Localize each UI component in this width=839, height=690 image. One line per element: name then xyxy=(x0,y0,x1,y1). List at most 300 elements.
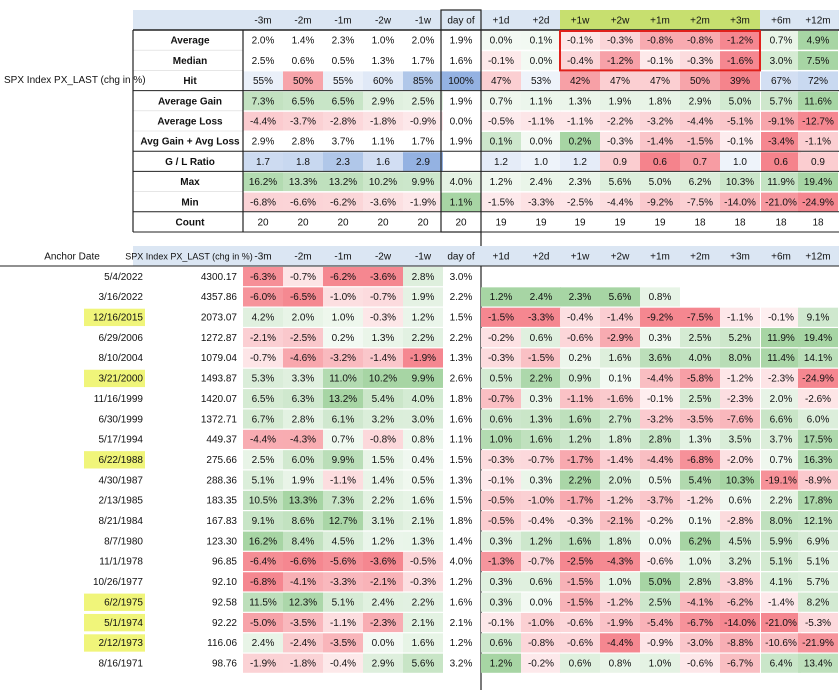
detail-cell: -21.0% xyxy=(765,617,797,629)
detail-cell: 1.3% xyxy=(449,475,473,487)
detail-cell: 3.1% xyxy=(371,516,395,528)
detail-col-header: +6m xyxy=(771,251,791,263)
anchor-date-header: Anchor Date xyxy=(44,251,100,263)
anchor-date: 6/30/1999 xyxy=(98,414,143,426)
anchor-date: 4/30/1987 xyxy=(98,475,143,487)
detail-cell: -0.7% xyxy=(527,454,555,466)
detail-cell: -1.0% xyxy=(527,617,555,629)
summary-cell: 2.3 xyxy=(336,156,350,168)
detail-cell: -24.9% xyxy=(802,373,834,385)
detail-cell: 2.2% xyxy=(449,292,473,304)
detail-cell: 1.3% xyxy=(449,353,473,365)
summary-cell: 1.7% xyxy=(411,55,435,67)
detail-cell: 2.0% xyxy=(608,475,632,487)
anchor-price: 92.58 xyxy=(211,597,237,609)
detail-cell: 0.4% xyxy=(411,454,435,466)
summary-stat-label: Average Loss xyxy=(157,116,223,128)
detail-cell: 6.9% xyxy=(806,536,830,548)
summary-cell: 1.8% xyxy=(648,96,672,108)
summary-cell: 6.2% xyxy=(688,177,712,189)
summary-cell: 2.9% xyxy=(371,96,395,108)
detail-cell: 1.0% xyxy=(331,312,355,324)
detail-cell: -0.7% xyxy=(487,393,515,405)
summary-cell: 1.1% xyxy=(449,197,473,209)
summary-cell: 10.2% xyxy=(368,177,398,189)
detail-cell: 11.4% xyxy=(767,353,795,365)
detail-cell: -5.4% xyxy=(646,617,674,629)
detail-cell: -6.3% xyxy=(249,271,277,283)
summary-col-header: -1m xyxy=(334,15,352,27)
detail-cell: 13.3% xyxy=(288,495,318,507)
detail-cell: 8.0% xyxy=(769,516,793,528)
summary-cell: -1.4% xyxy=(646,136,674,148)
summary-cell: 6.5% xyxy=(331,96,355,108)
detail-cell: -0.2% xyxy=(527,658,555,670)
detail-cell: 1.2% xyxy=(449,577,473,589)
detail-cell: 2.8% xyxy=(648,434,672,446)
detail-cell: -6.7% xyxy=(726,658,754,670)
summary-cell: 0.6% xyxy=(291,55,315,67)
detail-cell: 4.0% xyxy=(449,556,473,568)
summary-cell: 19 xyxy=(574,217,586,229)
detail-cell: 1.8% xyxy=(608,434,632,446)
detail-cell: 4.0% xyxy=(688,353,712,365)
detail-cell: -0.7% xyxy=(527,556,555,568)
summary-col-header: -2w xyxy=(374,15,392,27)
detail-cell: 1.6% xyxy=(608,353,632,365)
summary-cell: 0.6 xyxy=(653,156,667,168)
detail-cell: 9.1% xyxy=(251,516,275,528)
detail-cell: 2.2% xyxy=(449,332,473,344)
detail-cell: -1.5% xyxy=(566,597,594,609)
summary-cell: 0.7 xyxy=(693,156,707,168)
detail-cell: 6.7% xyxy=(251,414,275,426)
summary-cell: -0.9% xyxy=(409,116,437,128)
detail-col-header: -3m xyxy=(254,251,272,263)
detail-cell: 2.4% xyxy=(251,638,275,650)
summary-cell: 1.0 xyxy=(733,156,747,168)
summary-cell: 19 xyxy=(614,217,626,229)
detail-cell: -1.1% xyxy=(726,312,754,324)
detail-cell: 5.4% xyxy=(688,475,712,487)
detail-cell: 0.3% xyxy=(648,332,672,344)
detail-cell: 4.0% xyxy=(411,393,435,405)
detail-cell: 2.4% xyxy=(371,597,395,609)
summary-cell: 1.2 xyxy=(573,156,587,168)
detail-cell: -0.3% xyxy=(409,577,437,589)
detail-cell: 2.2% xyxy=(371,495,395,507)
detail-cell: -0.6% xyxy=(566,617,594,629)
detail-cell: 1.0% xyxy=(648,658,672,670)
summary-cell: 100% xyxy=(448,76,474,88)
detail-cell: -0.1% xyxy=(767,312,795,324)
detail-col-header: +2w xyxy=(610,251,630,263)
summary-cell: -6.8% xyxy=(249,197,277,209)
detail-cell: -6.0% xyxy=(249,292,277,304)
detail-cell: 17.8% xyxy=(803,495,833,507)
anchor-price: 1420.07 xyxy=(200,393,237,405)
detail-cell: 3.7% xyxy=(769,434,793,446)
summary-cell: -3.3% xyxy=(527,197,555,209)
detail-cell: -0.1% xyxy=(646,393,674,405)
summary-cell: -0.5% xyxy=(487,116,515,128)
summary-stat-label: Median xyxy=(172,55,208,67)
summary-cell: 2.3% xyxy=(331,35,355,47)
detail-cell: -2.0% xyxy=(726,454,754,466)
summary-cell: -3.2% xyxy=(646,116,674,128)
detail-cell: -8.8% xyxy=(726,638,754,650)
summary-cell: 2.8% xyxy=(291,136,315,148)
detail-cell: -1.0% xyxy=(527,495,555,507)
summary-cell: -1.6% xyxy=(726,55,754,67)
summary-cell: 39% xyxy=(729,76,751,88)
summary-col-header: +2w xyxy=(610,15,630,27)
detail-cell: 13.4% xyxy=(803,658,833,670)
detail-cell: -2.3% xyxy=(726,393,754,405)
summary-cell: 1.4% xyxy=(291,35,315,47)
detail-col-header: +1d xyxy=(492,251,510,263)
detail-cell: 3.6% xyxy=(648,353,672,365)
detail-cell: 0.6% xyxy=(489,638,513,650)
summary-cell: 0.9 xyxy=(811,156,825,168)
detail-cell: 11.0% xyxy=(329,373,357,385)
summary-cell: 1.8 xyxy=(296,156,310,168)
detail-cell: 1.6% xyxy=(449,597,473,609)
detail-cell: 1.5% xyxy=(449,495,473,507)
detail-cell: 9.9% xyxy=(411,373,435,385)
summary-cell: 72% xyxy=(807,76,829,88)
detail-cell: -1.4% xyxy=(606,312,634,324)
detail-cell: -0.3% xyxy=(487,353,515,365)
detail-cell: 2.2% xyxy=(769,495,793,507)
summary-cell: 19.4% xyxy=(803,177,833,189)
detail-cell: -0.6% xyxy=(646,556,674,568)
summary-cell: 47% xyxy=(649,76,671,88)
detail-cell: 0.2% xyxy=(568,353,592,365)
detail-col-header: day of xyxy=(447,251,475,263)
detail-cell: -5.6% xyxy=(329,556,357,568)
detail-cell: -6.6% xyxy=(289,556,317,568)
detail-cell: 10.3% xyxy=(725,475,755,487)
detail-cell: 3.0% xyxy=(449,271,473,283)
detail-cell: 2.5% xyxy=(251,454,275,466)
summary-cell: 1.0% xyxy=(371,35,395,47)
detail-cell: 3.2% xyxy=(371,414,395,426)
summary-cell: -1.1% xyxy=(804,136,832,148)
detail-cell: -4.4% xyxy=(646,454,674,466)
detail-cell: 1.8% xyxy=(449,393,473,405)
summary-col-header: +6m xyxy=(771,15,791,27)
detail-cell: 1.5% xyxy=(371,454,395,466)
detail-cell: 6.2% xyxy=(688,536,712,548)
anchor-price: 167.83 xyxy=(206,516,237,528)
anchor-price: 275.66 xyxy=(206,454,237,466)
detail-cell: -1.7% xyxy=(566,454,594,466)
detail-cell: 1.1% xyxy=(449,434,473,446)
detail-cell: -1.2% xyxy=(606,597,634,609)
detail-cell: -3.2% xyxy=(646,414,674,426)
summary-cell: 19 xyxy=(495,217,507,229)
summary-cell: -9.1% xyxy=(767,116,795,128)
summary-cell: 5.6% xyxy=(608,177,632,189)
detail-cell: -1.5% xyxy=(487,312,515,324)
summary-cell: -4.4% xyxy=(686,116,714,128)
detail-cell: 11.5% xyxy=(249,597,277,609)
summary-cell: -0.3% xyxy=(606,35,634,47)
summary-col-header: +2m xyxy=(690,15,710,27)
detail-cell: 1.8% xyxy=(449,516,473,528)
detail-cell: 0.6% xyxy=(489,414,513,426)
detail-cell: -0.5% xyxy=(487,516,515,528)
detail-cell: 9.1% xyxy=(806,312,830,324)
detail-cell: -4.4% xyxy=(249,434,277,446)
detail-cell: 8.0% xyxy=(728,353,752,365)
summary-cell: 2.9 xyxy=(416,156,430,168)
anchor-price: 1493.87 xyxy=(200,373,237,385)
detail-cell: 2.0% xyxy=(291,312,315,324)
detail-cell: -2.8% xyxy=(726,516,754,528)
detail-cell: -0.6% xyxy=(566,638,594,650)
anchor-date: 3/16/2022 xyxy=(98,292,143,304)
summary-cell: 19 xyxy=(535,217,547,229)
summary-cell: -4.4% xyxy=(606,197,634,209)
detail-cell: -1.2% xyxy=(726,373,754,385)
summary-cell: 50% xyxy=(292,76,314,88)
detail-cell: 5.1% xyxy=(331,597,355,609)
detail-cell: -3.5% xyxy=(289,617,317,629)
detail-cell: -4.4% xyxy=(606,638,634,650)
detail-cell: 2.3% xyxy=(568,292,592,304)
anchor-price: 116.06 xyxy=(207,638,237,650)
summary-cell: 0.7% xyxy=(769,35,793,47)
detail-cell: -0.5% xyxy=(409,556,437,568)
detail-cell: 1.6% xyxy=(411,495,435,507)
detail-cell: 6.1% xyxy=(331,414,355,426)
detail-cell: 0.2% xyxy=(331,332,355,344)
detail-cell: 14.1% xyxy=(803,353,833,365)
summary-cell: 47% xyxy=(609,76,631,88)
detail-cell: -19.1% xyxy=(765,475,797,487)
anchor-date: 12/16/2015 xyxy=(92,312,143,324)
detail-cell: -0.7% xyxy=(249,353,277,365)
anchor-date: 5/1/1974 xyxy=(104,617,143,629)
summary-cell: -1.1% xyxy=(566,116,594,128)
summary-cell: 1.1% xyxy=(371,136,395,148)
summary-col-header: -3m xyxy=(254,15,272,27)
detail-cell: -14.0% xyxy=(724,617,756,629)
detail-cell: -3.0% xyxy=(686,638,714,650)
detail-cell: 4.5% xyxy=(331,536,355,548)
detail-cell: 1.2% xyxy=(489,658,513,670)
detail-cell: -4.1% xyxy=(289,577,317,589)
summary-cell: 16.2% xyxy=(248,177,278,189)
summary-cell: 50% xyxy=(689,76,711,88)
summary-cell: 18 xyxy=(694,217,706,229)
detail-cell: 0.5% xyxy=(489,373,513,385)
summary-cell: 7.5% xyxy=(806,55,830,67)
detail-cell: -0.2% xyxy=(487,332,515,344)
detail-cell: -3.7% xyxy=(646,495,674,507)
detail-cell: -7.6% xyxy=(726,414,754,426)
detail-cell: -1.5% xyxy=(527,353,555,365)
detail-cell: 3.0% xyxy=(411,414,435,426)
detail-cell: -0.1% xyxy=(487,617,515,629)
summary-cell: 0.6 xyxy=(774,156,788,168)
detail-col-header: -1m xyxy=(334,251,352,263)
detail-cell: -5.8% xyxy=(686,373,714,385)
summary-cell: -0.1% xyxy=(646,55,674,67)
summary-col-header: +2d xyxy=(532,15,550,27)
summary-cell: 1.0 xyxy=(534,156,548,168)
detail-cell: -2.5% xyxy=(289,332,317,344)
detail-cell: -0.4% xyxy=(329,658,357,670)
detail-col-header: +2d xyxy=(532,251,550,263)
detail-cell: 13.2% xyxy=(328,393,358,405)
detail-cell: 2.2% xyxy=(568,475,592,487)
detail-cell: 5.1% xyxy=(251,475,275,487)
anchor-date: 3/21/2000 xyxy=(98,373,143,385)
detail-cell: 1.6% xyxy=(529,434,553,446)
summary-cell: -1.9% xyxy=(409,197,437,209)
detail-cell: 0.8% xyxy=(648,292,672,304)
detail-cell: -1.5% xyxy=(566,577,594,589)
detail-cell: 0.3% xyxy=(529,393,553,405)
detail-cell: 2.6% xyxy=(449,373,473,385)
summary-cell: 2.9% xyxy=(251,136,275,148)
summary-cell: -1.8% xyxy=(369,116,397,128)
detail-cell: 2.1% xyxy=(411,516,435,528)
detail-cell: 1.9% xyxy=(411,292,435,304)
detail-cell: -4.1% xyxy=(686,597,714,609)
summary-cell: -1.2% xyxy=(726,35,754,47)
anchor-date: 8/7/1980 xyxy=(104,536,143,548)
detail-cell: -1.1% xyxy=(329,475,357,487)
summary-cell: 20 xyxy=(417,217,429,229)
detail-cell: -0.4% xyxy=(527,516,555,528)
detail-cell: -1.3% xyxy=(487,556,515,568)
summary-cell: 42% xyxy=(569,76,591,88)
detail-cell: 5.6% xyxy=(411,658,435,670)
summary-cell: 2.0% xyxy=(251,35,275,47)
anchor-date: 6/22/1988 xyxy=(98,454,143,466)
detail-cell: 0.1% xyxy=(688,516,712,528)
summary-cell: -4.4% xyxy=(249,116,277,128)
detail-cell: 2.5% xyxy=(688,332,712,344)
detail-col-header: -2m xyxy=(294,251,312,263)
summary-cell: -0.1% xyxy=(487,55,515,67)
summary-cell: -0.8% xyxy=(686,35,714,47)
detail-cell: 1.3% xyxy=(529,414,553,426)
detail-cell: -0.3% xyxy=(369,312,397,324)
summary-cell: 1.1% xyxy=(529,96,553,108)
summary-cell: -1.5% xyxy=(686,136,714,148)
detail-cell: 4.1% xyxy=(769,577,793,589)
detail-cell: 3.5% xyxy=(728,434,752,446)
anchor-date: 8/21/1984 xyxy=(98,516,143,528)
detail-col-header: +1w xyxy=(570,251,590,263)
anchor-price: 96.85 xyxy=(211,556,237,568)
detail-cell: 0.5% xyxy=(411,475,435,487)
detail-cell: -6.2% xyxy=(329,271,357,283)
summary-cell: 1.9% xyxy=(449,35,473,47)
detail-cell: -4.3% xyxy=(606,556,634,568)
detail-cell: -9.2% xyxy=(646,312,674,324)
summary-cell: -12.7% xyxy=(802,116,834,128)
summary-col-header: +1d xyxy=(492,15,510,27)
summary-cell: 0.0% xyxy=(529,55,553,67)
detail-cell: 16.2% xyxy=(248,536,278,548)
detail-cell: 2.9% xyxy=(371,658,395,670)
detail-cell: 2.2% xyxy=(411,332,435,344)
summary-col-header: day of xyxy=(447,15,475,27)
summary-cell: 18 xyxy=(812,217,824,229)
detail-cell: -1.8% xyxy=(289,658,317,670)
detail-cell: 0.3% xyxy=(489,536,513,548)
detail-cell: 3.3% xyxy=(291,373,315,385)
detail-cell: -2.4% xyxy=(289,638,317,650)
summary-cell: 2.4% xyxy=(529,177,553,189)
summary-cell: 0.2% xyxy=(568,136,592,148)
detail-cell: 6.0% xyxy=(806,414,830,426)
detail-cell: -0.6% xyxy=(686,658,714,670)
summary-cell: 85% xyxy=(412,76,434,88)
detail-cell: 0.6% xyxy=(529,577,553,589)
detail-cell: 2.4% xyxy=(529,292,553,304)
summary-cell: 1.6% xyxy=(449,55,473,67)
summary-cell: 2.3% xyxy=(568,177,592,189)
summary-cell: 1.9% xyxy=(449,136,473,148)
summary-cell: 4.0% xyxy=(449,177,473,189)
summary-cell: 2.9% xyxy=(688,96,712,108)
summary-col-header: -2m xyxy=(294,15,312,27)
anchor-price: 288.36 xyxy=(206,475,237,487)
summary-cell: 0.0% xyxy=(529,136,553,148)
detail-cell: 5.1% xyxy=(769,556,793,568)
detail-cell: 5.7% xyxy=(806,577,830,589)
detail-cell: 2.7% xyxy=(608,414,632,426)
detail-cell: 2.8% xyxy=(411,271,435,283)
detail-cell: -2.1% xyxy=(249,332,277,344)
anchor-date: 8/10/2004 xyxy=(98,353,143,365)
summary-stat-label: Avg Gain + Avg Loss xyxy=(140,136,240,148)
detail-cell: 8.4% xyxy=(291,536,315,548)
summary-cell: 0.0% xyxy=(449,116,473,128)
summary-cell: -2.2% xyxy=(606,116,634,128)
summary-cell: 1.2 xyxy=(494,156,508,168)
summary-cell: 7.3% xyxy=(251,96,275,108)
detail-cell: -0.8% xyxy=(369,434,397,446)
summary-cell: -1.5% xyxy=(487,197,515,209)
detail-cell: 0.3% xyxy=(489,577,513,589)
detail-cell: -10.6% xyxy=(765,638,797,650)
detail-cell: -5.0% xyxy=(249,617,277,629)
summary-cell: 20 xyxy=(257,217,269,229)
summary-cell: 1.3% xyxy=(568,96,592,108)
detail-cell: 1.6% xyxy=(568,414,592,426)
summary-cell: -0.8% xyxy=(646,35,674,47)
detail-cell: -1.1% xyxy=(329,617,357,629)
detail-cell: -3.6% xyxy=(369,271,397,283)
detail-cell: 6.4% xyxy=(769,658,793,670)
anchor-price: 92.22 xyxy=(211,617,237,629)
summary-cell: 55% xyxy=(332,76,354,88)
detail-cell: -0.8% xyxy=(527,638,555,650)
detail-cell: -0.9% xyxy=(646,638,674,650)
detail-cell: 1.0% xyxy=(489,434,513,446)
detail-cell: 1.2% xyxy=(529,536,553,548)
detail-cell: 1.5% xyxy=(449,454,473,466)
detail-cell: -2.6% xyxy=(804,393,832,405)
